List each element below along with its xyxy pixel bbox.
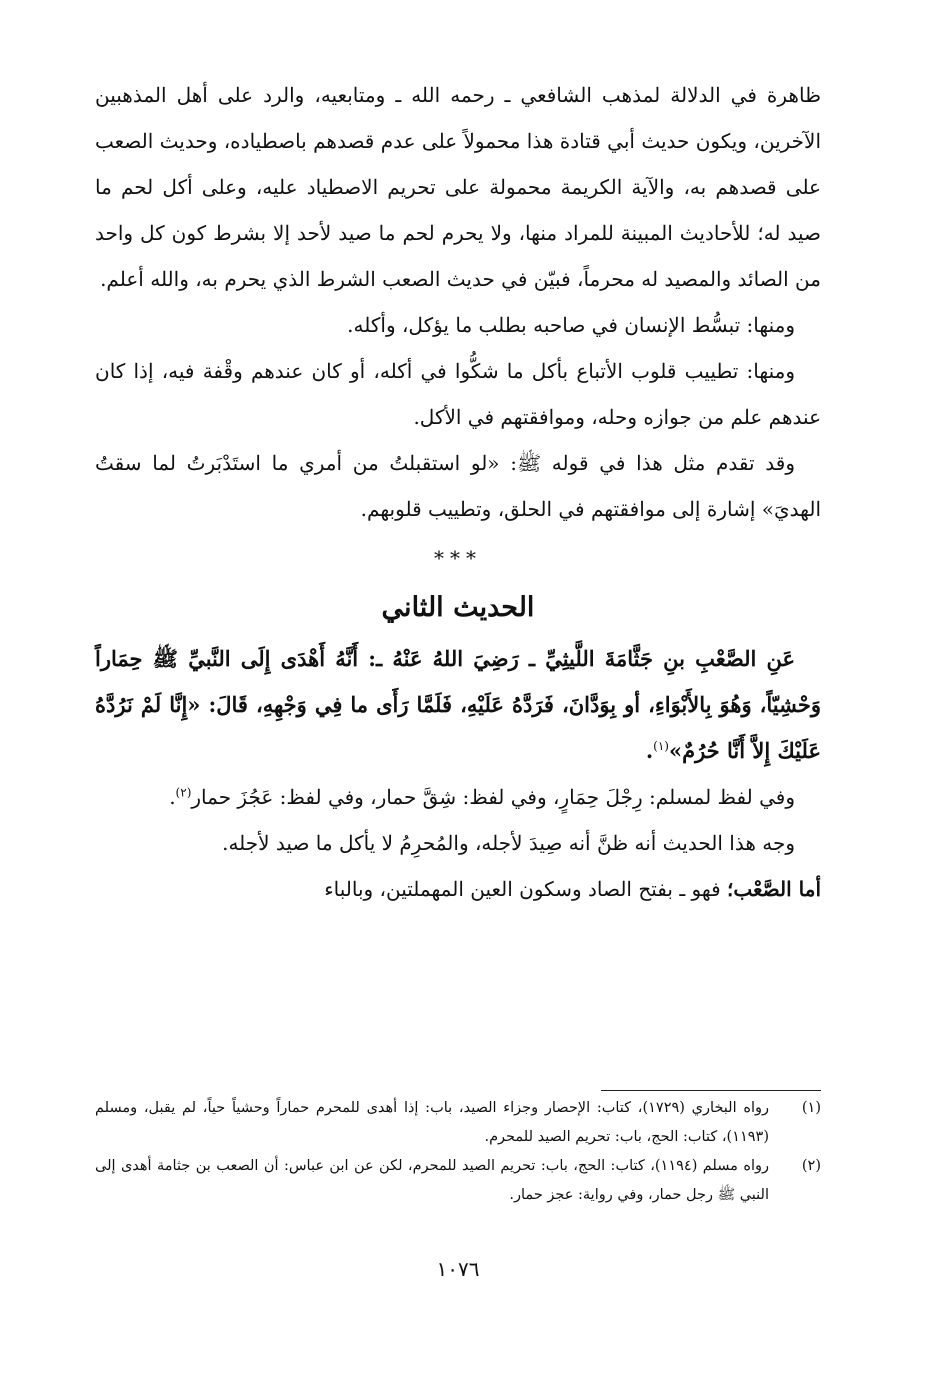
hadith-text xyxy=(95,636,821,774)
body-paragraph: ومنها: تبسُّط الإنسان في صاحبه بطلب ما يؤكل، وأكله. xyxy=(347,313,795,337)
body-paragraph: ظاهرة في الدلالة لمذهب الشافعي ـ رحمه الله ـ ومتابعيه، والرد على أهل المذهبين الآخرين، ويكون حديث أبي قتادة هذا محمولاً على عدم قصدهم باصطياده، وحديث الصعب على قصدهم به، والآية الكريمة محمولة على تحريم الاصطياد عليه، وعلى أكل لحم ما صيد له؛ للأحاديث المبينة للمراد منها، ولا يحرم لحم ما صيد لأحد إلا بشرط كون كل واحد من الصائد والمصيد له محرماً، فبيّن في حديث الصعب الشرط الذي يحرم به، والله أعلم. xyxy=(95,83,821,291)
commentary-paragraph: وجه هذا الحديث أنه ظنَّ أنه صِيدَ لأجله، والمُحرِمُ لا يأكل ما صيد لأجله. xyxy=(222,831,795,855)
commentary-end: . xyxy=(169,785,176,809)
footnote-reference: (٢) xyxy=(175,785,192,800)
commentary-paragraph xyxy=(95,774,821,820)
footnote-number: (٢) xyxy=(801,1158,821,1174)
footnote-item xyxy=(95,1094,821,1152)
footnote-item xyxy=(95,1152,821,1210)
commentary-text: فهو ـ بفتح الصاد وسكون العين المهملتين، وبالباء xyxy=(324,877,721,901)
commentary-text: وفي لفظ لمسلم: رِجْلَ حِمَارٍ، وفي لفظ: شِقَّ حمار، وفي لفظ: عَجُزَ حمار xyxy=(191,785,795,809)
section-separator: *** xyxy=(434,546,482,570)
commentary-paragraph xyxy=(95,866,821,912)
footnotes xyxy=(95,1094,821,1210)
page-number: ١٠٧٦ xyxy=(436,1257,480,1281)
footnote-divider xyxy=(601,1090,821,1091)
hadith-end: . xyxy=(645,738,654,763)
section-title: الحديث الثاني xyxy=(381,592,535,623)
body-paragraph: ومنها: تطييب قلوب الأتباع بأكل ما شكُّوا في أكله، أو كان عندهم وقْفة فيه، إذا كان عندهم علم من جوازه وحله، وموافقتهم في الأكل. xyxy=(95,359,821,429)
hadith-body: عَنِ الصَّعْبِ بنِ جَثَّامَةَ اللَّيثِيِّ ـ رَضِيَ اللهُ عَنْهُ ـ: أَنَّهُ أَهْدَى إِلَى النَّبيِّ ﷺ حِمَاراً وَحْشِيّاً، وَهُوَ بِالأَبْوَاءِ، أو بِوَدَّانَ، فَرَدَّهُ عَلَيْهِ، فَلَمَّا رَأَى ما فِي وَجْهِهِ، قَالَ: «إِنَّا لَمْ نَرُدَّهُ عَلَيْكَ إِلاَّ أَنَّا حُرُمٌ» xyxy=(95,646,821,763)
footnote-number: (١) xyxy=(801,1100,821,1116)
book-page xyxy=(95,72,821,1341)
footnote-text: رواه مسلم (١١٩٤)، كتاب: الحج، باب: تحريم الصيد للمحرم، لكن عن ابن عباس: أن الصعب بن جثامة أهدى إلى النبي ﷺ رجل حمار، وفي رواية: عجز حمار. xyxy=(95,1158,769,1203)
commentary-lead: أما الصَّعْب؛ xyxy=(727,877,821,901)
footnote-text: رواه البخاري (١٧٢٩)، كتاب: الإحصار وجزاء الصيد، باب: إذا أهدى للمحرم حماراً وحشياً حياً، لم يقبل، ومسلم (١١٩٣)، كتاب: الحج، باب: تحريم الصيد للمحرم. xyxy=(95,1100,769,1145)
body-paragraph: وقد تقدم مثل هذا في قوله ﷺ: «لو استقبلتُ من أمري ما استَدْبَرتُ لما سقتُ الهديَ» إشارة إلى موافقتهم في الحلق، وتطييب قلوبهم. xyxy=(95,451,821,521)
footnote-reference: (١) xyxy=(653,739,669,753)
